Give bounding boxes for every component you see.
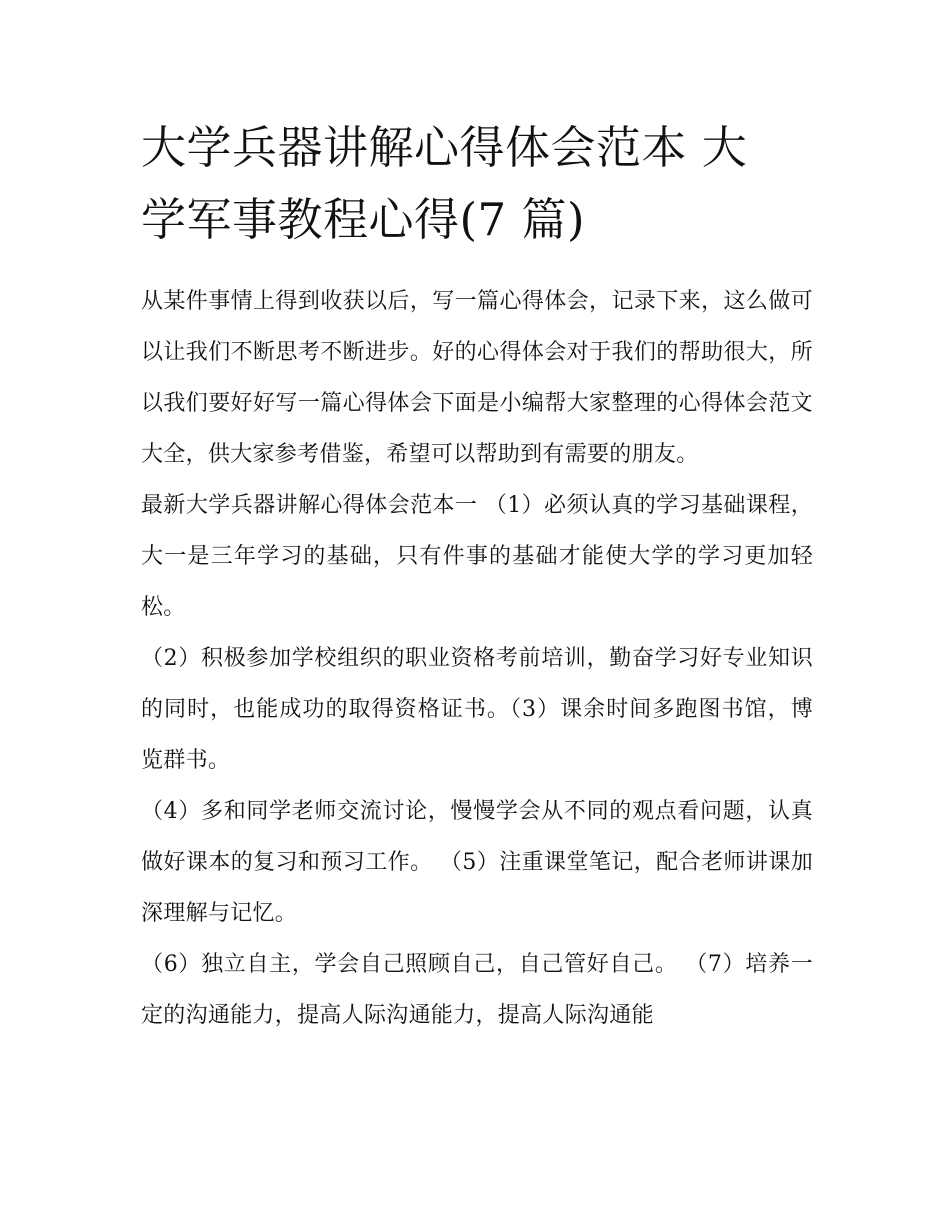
title-line-2: 学军事教程心得(7 篇)	[141, 193, 586, 246]
paragraph-item-4-5: （4）多和同学老师交流讨论，慢慢学会从不同的观点看问题，认真做好课本的复习和预习工作。 （5）注重课堂笔记，配合老师讲课加深理解与记忆。	[141, 799, 813, 926]
paragraph-item-1: 最新大学兵器讲解心得体会范本一 （1）必须认真的学习基础课程，大一是三年学习的基础，只有件事的基础才能使大学的学习更加轻松。	[141, 493, 813, 620]
document-title	[141, 112, 821, 256]
document-body	[141, 276, 813, 1041]
paragraph-item-2-3: （2）积极参加学校组织的职业资格考前培训，勤奋学习好专业知识的同时，也能成功的取得资格证书。（3）课余时间多跑图书馆，博览群书。	[141, 646, 813, 773]
paragraph-item-6-7: （6）独立自主，学会自己照顾自己，自己管好自己。 （7）培养一定的沟通能力，提高人际沟通能力，提高人际沟通能	[141, 952, 813, 1028]
title-line-1: 大学兵器讲解心得体会范本 大	[141, 121, 748, 174]
paragraph-intro: 从某件事情上得到收获以后，写一篇心得体会，记录下来，这么做可以让我们不断思考不断进步。好的心得体会对于我们的帮助很大，所以我们要好好写一篇心得体会下面是小编帮大家整理的心得体会范文大全，供大家参考借鉴，希望可以帮助到有需要的朋友。	[141, 289, 813, 467]
